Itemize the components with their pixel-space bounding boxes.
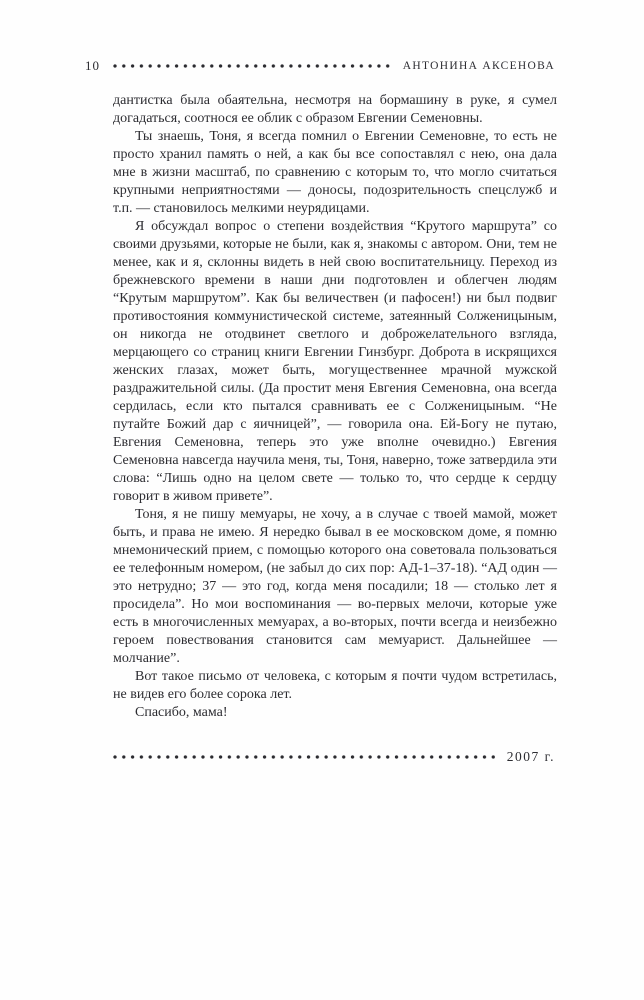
paragraph: дантистка была обаятельна, несмотря на бормашину в руке, я сумел догадаться, соотнося ее облик с образом Евгении Семеновны. xyxy=(113,93,557,126)
page-body xyxy=(113,92,557,722)
paragraph: Тоня, я не пишу мемуары, не хочу, а в случае с твоей мамой, может быть, и права не имею. Я нередко бывал в ее московском доме, я помню мнемонический прием, с помощью которого она советовала пользоваться ее телефонным номером, (не забыл до сих пор: АД-1–37-18). “АД один — это нетрудно; 37 — это год, когда меня посадили; 18 — столько лет я просидела”. Но мои воспоминания — во-первых мелочи, которые уже есть в многочисленных мемуарах, а во-вторых, почти всегда и неизбежно героем повествования становится сам мемуарист. Дальнейшее — молчание”. xyxy=(113,507,557,666)
footer-dot-leader xyxy=(113,755,495,759)
footer-year: 2007 г. xyxy=(506,749,555,764)
running-header xyxy=(85,58,555,74)
paragraph: Я обсуждал вопрос о степени воздействия “Крутого маршрута” со своими друзьями, которые не были, как я, знакомы с автором. Они, тем не менее, как и я, склонны видеть в ней свою воспитательницу. Переход из брежневского времени в наши дни подготовлен и облегчен людям “Крутым маршрутом”. Как бы величествен (и пафосен!) ни был подвиг противостояния коммунистической системе, затеянный Солженицыным, он никогда не отодвинет светлого и доброжелательного взгляда, мерцающего со страниц книги Евгении Гинзбург. Доброта в искрящихся женских глазах, может быть, могущественнее мрачной мужской раздражительной силы. (Да простит меня Евгения Семеновна, она всегда сердилась, если кто пытался сравнивать ее с Солженицыным. “Не путайте Божий дар с яичницей”, — говорила она. Ей-Богу не путаю, Евгения Семеновна, теперь это уже вполне очевидно.) Евгения Семеновна навсегда научила меня, ты, Тоня, наверно, тоже затвердила эти слова: “Лишь одно на целом свете — только то, что сердце к сердцу говорит в живом привете”. xyxy=(113,219,557,504)
running-title: АНТОНИНА АКСЕНОВА xyxy=(402,60,555,72)
paragraph: Ты знаешь, Тоня, я всегда помнил о Евгении Семеновне, то есть не просто хранил память о ней, а как бы все сопоставлял с нею, она дала мне в жизни масштаб, по сравнению с которым то, что могло считаться крупными неприятностями — доносы, подозрительность спецслужб и т.п. — становилось мелкими неурядицами. xyxy=(113,129,557,216)
paragraph: Вот такое письмо от человека, с которым я почти чудом встретилась, не видев его более сорока лет. xyxy=(113,669,557,702)
header-dot-leader xyxy=(113,64,391,68)
page-number: 10 xyxy=(85,58,100,73)
paragraph: Спасибо, мама! xyxy=(135,705,228,720)
footer-rule xyxy=(113,748,555,766)
